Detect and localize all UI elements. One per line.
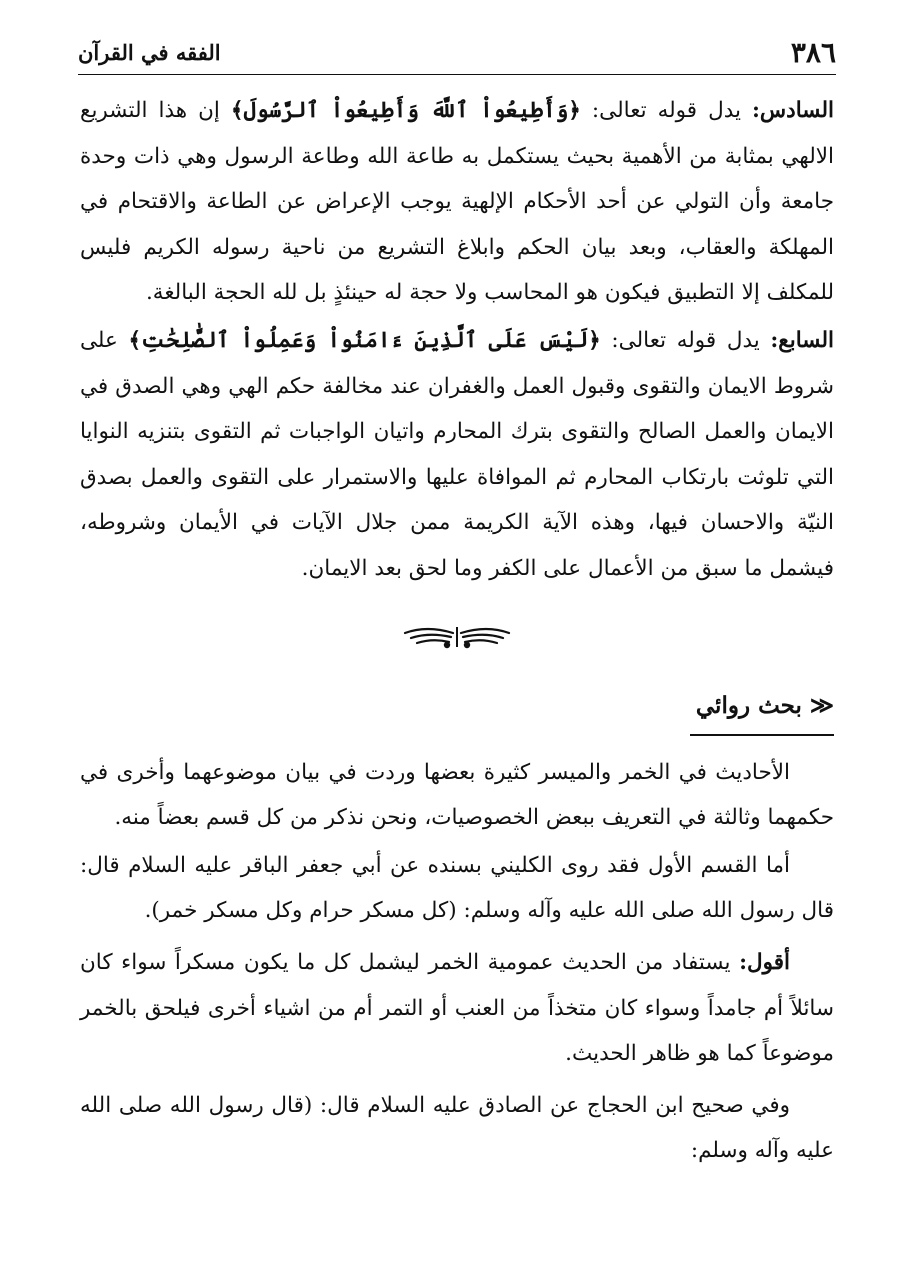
aqulu-lead: أقول:: [739, 949, 790, 975]
narrative-paragraph-1: الأحاديث في الخمر والميسر كثيرة بعضها وردت في بيان موضوعهما وأخرى في حكمهما وثالثة في التعريف ببعض الخصوصيات، ونحن نذكر من كل قسم بعضاً منه.: [80, 759, 834, 831]
aqulu-text: يستفاد من الحديث عمومية الخمر ليشمل كل ما يكون مسكراً سواء كان سائلاً أم جامداً وسواء كان متخذاً من العنب أو التمر أم من اشياء أخرى فيلحق بالخمر موضوعاً كما هو ظاهر الحديث.: [80, 949, 834, 1067]
section-divider: [80, 596, 834, 676]
seventh-text: على شروط الايمان والتقوى وقبول العمل والغفران عند مخالفة حكم الهي وهي الصدق في الايمان والعمل الصالح والتقوى بترك المحارم واتيان الواجبات ثم التقوى بتنزيه النوايا التي تلوثت بارتكاب المحارم ثم الموافاة عليها والاستمرار على التقوى والعمل بصدق النيّة والاحسان فيها، وهذه الآية الكريمة ممن جلال الآيات في الأيمان وشروطه، فيشمل ما سبق من الأعمال على الكفر وما لحق بعد الايمان.: [80, 327, 834, 581]
section-heading: ≪ بحث روائي: [690, 684, 834, 736]
page-body: [80, 88, 834, 1176]
sixth-intro: يدل قوله تعالى:: [580, 98, 752, 123]
sixth-text: إن هذا التشريع الالهي بمثابة من الأهمية بحيث يستكمل به طاعة الله وطاعة الرسول وهي ذات وحدة جامعة وأن التولي عن أحد الأحكام الإلهية يوجب الإعراض عن الطاعة والاقتحام في المهلكة والعقاب، وبعد بيان الحكم وابلاغ التشريع من ناحية رسوله الكريم فليس للمكلف إلا التطبيق فيكون هو المحاسب ولا حجة له حينئذٍ بل لله الحجة البالغة.: [80, 98, 834, 306]
ornament-flourish-icon: [397, 621, 517, 651]
seventh-intro: يدل قوله تعالى:: [600, 327, 771, 353]
narrative-paragraph-2: أما القسم الأول فقد روى الكليني بسنده عن أبي جعفر الباقر عليه السلام قال: قال رسول الله صلى الله عليه وآله وسلم: (كل مسكر حرام وكل مسكر خمر).: [80, 852, 834, 924]
paragraph-seventh: [80, 318, 834, 592]
page-header: [78, 30, 836, 75]
seventh-lead: السابع:: [770, 327, 834, 353]
sixth-lead: السادس:: [752, 98, 835, 123]
narrative-paragraph-3: [80, 940, 834, 1077]
sixth-verse: ﴿وَأَطِيعُواْ ٱللَّهَ وَأَطِيعُواْ ٱلرَّسُولَ﴾: [230, 98, 581, 123]
narrative-paragraph-4: وفي صحيح ابن الحجاج عن الصادق عليه السلام قال: (قال رسول الله صلى الله عليه وآله وسلم:: [80, 1092, 834, 1164]
page-number: ٣٨٦: [790, 35, 836, 69]
running-title: الفقه في القرآن: [78, 39, 221, 65]
section-heading-wrap: [80, 676, 834, 750]
seventh-verse: ﴿لَيْسَ عَلَى ٱلَّذِينَ ءَامَنُواْ وَعَمِلُواْ ٱلصَّٰلِحَٰتِ﴾: [128, 327, 601, 353]
paragraph-sixth: [80, 88, 834, 316]
